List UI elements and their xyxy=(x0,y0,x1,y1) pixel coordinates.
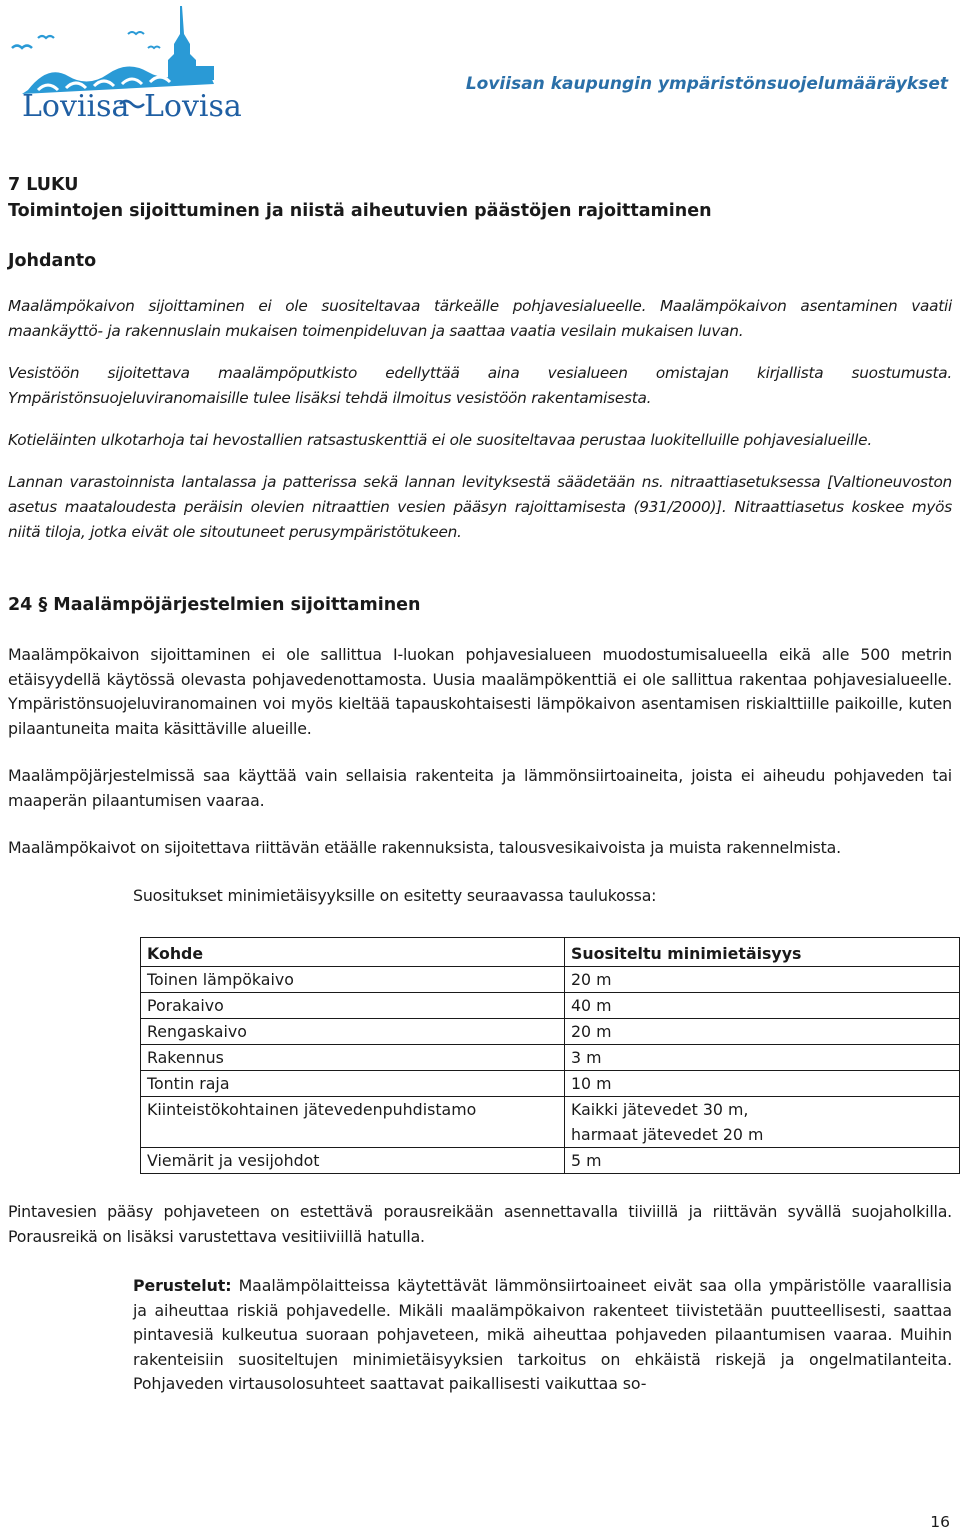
loviisa-logo-graphic xyxy=(8,4,242,124)
intro-paragraph: Lannan varastoinnista lantalassa ja patterissa sekä lannan levityksestä säädetään ns. nitraattiasetuksessa [Valtioneuvoston asetus maataloudesta peräisin olevien nitraattien vesien pääsyn rajoittamisesta (931/2000)]. Nitraattiasetus koskee myös niitä tiloja, jotka eivät ole sitoutuneet perusympäristötukeen. xyxy=(8,473,952,541)
section-heading: 24 § Maalämpöjärjestelmien sijoittaminen xyxy=(8,595,421,615)
rationale-label: Perustelut: xyxy=(133,1276,232,1295)
distance-line: harmaat jätevedet 20 m xyxy=(571,1125,764,1144)
rationale-paragraph xyxy=(8,1274,952,1397)
logo-wordmark-left: Loviisa xyxy=(22,89,130,124)
table-cell-distance: 10 m xyxy=(565,1071,960,1097)
table-cell-distance: 5 m xyxy=(565,1148,960,1174)
logo-wordmark-right: Lovisa xyxy=(144,89,242,124)
chapter-number: 7 LUKU xyxy=(8,175,79,195)
table-row xyxy=(141,1019,960,1045)
section-paragraph: Maalämpöjärjestelmissä saa käyttää vain sellaisia rakenteita ja lämmönsiirtoaineita, joista ei aiheudu pohjaveden tai maaperän pilaantumisen vaaraa. xyxy=(8,766,952,810)
distance-line: Kaikki jätevedet 30 m, xyxy=(571,1100,749,1119)
table-row xyxy=(141,967,960,993)
intro-paragraph: Maalämpökaivon sijoittaminen ei ole suositeltavaa tärkeälle pohjavesialueelle. Maalämpökaivon asentaminen vaatii maankäyttö- ja rakennuslain mukaisen toimenpideluvan ja saattaa vaatia vesilain mukaisen luvan. xyxy=(8,297,952,340)
table-cell-target: Porakaivo xyxy=(141,993,565,1019)
table-cell-target: Viemärit ja vesijohdot xyxy=(141,1148,565,1174)
table-cell-distance: 20 m xyxy=(565,967,960,993)
distance-table xyxy=(140,937,960,1174)
table-row xyxy=(141,1097,960,1148)
table-cell-distance: 40 m xyxy=(565,993,960,1019)
table-cell-distance: 3 m xyxy=(565,1045,960,1071)
table-cell-target: Tontin raja xyxy=(141,1071,565,1097)
table-row xyxy=(141,1071,960,1097)
table-cell-target: Kiinteistökohtainen jätevedenpuhdistamo xyxy=(141,1097,565,1148)
rationale-text: Maalämpölaitteissa käytettävät lämmönsiirtoaineet eivät saa olla ympäristölle vaarallisia ja aiheuttaa riskiä pohjavedelle. Mikäli maalämpökaivon rakenteet tiivistetään puutteellisesti, saattaa pintavesiä kulkeutua suoraan pohjaveteen, mikä aiheuttaa pohjaveden pilaantumisen vaaraa. Muihin rakenteisiin suositeltujen minimietäisyyksien tarkoitus on ehkäistä riskejä ja ongelmatilanteita. Pohjaveden virtausolosuhteet saattavat paikallisesti vaikuttaa so- xyxy=(133,1276,952,1393)
table-header-cell: Kohde xyxy=(141,938,565,967)
intro-paragraph: Vesistöön sijoitettava maalämpöputkisto edellyttää aina vesialueen omistajan kirjallista suostumusta. Ympäristönsuojeluviranomaisille tulee lisäksi tehdä ilmoitus vesistöön rakentamisesta. xyxy=(8,364,952,407)
table-row xyxy=(141,993,960,1019)
table-cell-target: Toinen lämpökaivo xyxy=(141,967,565,993)
table-cell-distance: 20 m xyxy=(565,1019,960,1045)
table-cell-distance xyxy=(565,1097,960,1148)
section-paragraph: Maalämpökaivot on sijoitettava riittävän etäälle rakennuksista, talousvesikaivoista ja muista rakennelmista. xyxy=(8,838,841,857)
page-content xyxy=(8,172,952,1397)
intro-paragraph: Kotieläinten ulkotarhoja tai hevostallien ratsastuskenttiä ei ole suositeltavaa perustaa luokitelluille pohjavesialueille. xyxy=(8,431,872,449)
document-header-title: Loviisan kaupungin ympäristönsuojelumääräykset xyxy=(465,74,948,94)
table-intro: Suositukset minimietäisyyksille on esitetty seuraavassa taulukossa: xyxy=(133,885,657,905)
logo xyxy=(8,4,242,124)
table-cell-target: Rengaskaivo xyxy=(141,1019,565,1045)
table-row xyxy=(141,1148,960,1174)
table-header-cell: Suositeltu minimietäisyys xyxy=(565,938,960,967)
after-table-paragraph: Pintavesien pääsy pohjaveteen on estettävä porausreikään asennettavalla tiiviillä ja riittävän syvällä suojaholkilla. Porausreikä on lisäksi varustettava vesitiiviillä hatulla. xyxy=(8,1202,952,1246)
chapter-title: Toimintojen sijoittuminen ja niistä aiheutuvien päästöjen rajoittaminen xyxy=(8,201,712,221)
table-cell-target: Rakennus xyxy=(141,1045,565,1071)
table-row xyxy=(141,1045,960,1071)
section-paragraph: Maalämpökaivon sijoittaminen ei ole sallittua I-luokan pohjavesialueen muodostumisalueella eikä alle 500 metrin etäisyydellä käytössä olevasta pohjavedenottamosta. Uusia maalämpökenttiä ei ole sallittua rakentaa pohjavesialueelle. Ympäristönsuojeluviranomainen voi myös kieltää tapauskohtaisesti lämpökaivon asentamisen riskialttiille paikoille, kuten pilaantuneita maita käsittäville alueille. xyxy=(8,645,952,738)
page-number: 16 xyxy=(930,1513,950,1531)
table-header-row xyxy=(141,938,960,967)
intro-heading: Johdanto xyxy=(8,251,97,271)
